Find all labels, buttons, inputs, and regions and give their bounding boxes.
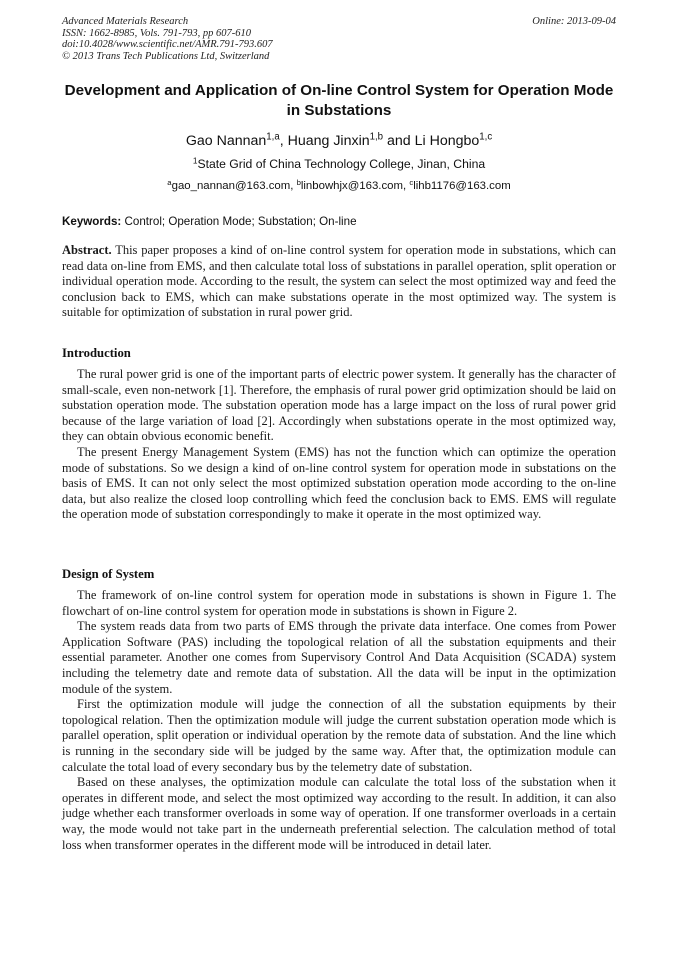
abstract-paragraph: [62, 243, 616, 321]
paragraph: Based on these analyses, the optimization module can calculate the total loss of the substation when it operates in different mode, and select the most optimized way according to the result. In addition, it can also judge whether each transformer overloads in some way of operation. If one transformer overloads in a certain way, the mode would not take part in the underneath preferential selection. The calculation method of total loss when transformer operates in the different mode will be introduced in detail later.: [62, 775, 616, 852]
email-address: linbowhjx@163.com: [300, 180, 403, 192]
author-superscript: 1,a: [266, 131, 280, 143]
paragraph: The present Energy Management System (EMS) has not the function which can optimize the operation mode of substations. So we design a kind of on-line control system for operation mode in substations on the basis of EMS. It can not only select the most optimized substation operation mode according to the on-line data, but also realize the closed loop controlling which feed the conclusion back to EMS. EMS will regulate the operation mode of substation correspondingly to make it operate in the most optimized way.: [62, 444, 616, 522]
author-superscript: 1,b: [369, 131, 384, 143]
copyright-line: © 2013 Trans Tech Publications Ltd, Switzerland: [62, 50, 270, 62]
introduction-body: [62, 367, 616, 523]
abstract: [62, 243, 616, 321]
author-separator: ,: [279, 133, 288, 149]
abstract-label: Abstract.: [62, 243, 112, 257]
affiliation-superscript: 1: [192, 155, 198, 166]
design-body: [62, 588, 616, 853]
affiliation-text: State Grid of China Technology College, Jinan, China: [197, 157, 486, 171]
author-name: Huang Jinxin: [287, 133, 370, 149]
author-separator: and: [383, 133, 415, 149]
keywords: [62, 214, 616, 229]
author-name: Li Hongbo: [414, 133, 480, 149]
design-heading: Design of System: [62, 567, 155, 581]
email-list: [62, 179, 616, 194]
paper-title: Development and Application of On-line Control System for Operation Mode in Substations: [64, 82, 614, 119]
affiliation: [62, 157, 616, 172]
email-separator: ,: [402, 180, 410, 192]
online-date: Online: 2013-09-04: [532, 16, 616, 27]
paragraph: First the optimization module will judge the connection of all the substation equipments by their topological relation. Then the optimization module will judge the current substation operation mode which is parallel operation, split operation or individual operation by the remote data of substation. And the line which is running in the secondary side will be judged by the same way. After that, the optimization module can calculate the total load of every secondary bus by the telemetry date of substation.: [62, 697, 616, 774]
paragraph: The framework of on-line control system for operation mode in substations is shown in Figure 1. The flowchart of on-line control system for operation mode in substations is shown in Figure 2.: [62, 588, 616, 618]
keywords-text: Control; Operation Mode; Substation; On-line: [124, 215, 357, 228]
author-name: Gao Nannan: [185, 133, 267, 149]
email-superscript: c: [409, 177, 414, 187]
email-separator: ,: [290, 180, 297, 192]
doi-line: doi:10.4028/www.scientific.net/AMR.791-793.607: [62, 39, 273, 51]
email-superscript: b: [296, 177, 301, 187]
paragraph: The system reads data from two parts of EMS through the private data interface. One comes from Power Application Software (PAS) including the topological relation of all the substation equipments and their essential parameter. Another one comes from Supervisory Control And Data Acquisition (SCADA) system including the telemetry date and remote data of substation. All the data will be input in the optimization module of the system.: [62, 619, 616, 696]
email-superscript: a: [167, 177, 172, 187]
issn-line: ISSN: 1662-8985, Vols. 791-793, pp 607-610: [62, 27, 251, 39]
introduction-heading: Introduction: [62, 346, 131, 360]
keywords-label: Keywords:: [62, 215, 122, 228]
author-list: [62, 132, 616, 150]
paragraph: The rural power grid is one of the important parts of electric power system. It generally has the character of small-scale, even non-network [1]. Therefore, the emphasis of rural power grid optimization should be laid on substation operation mode. The substation operation mode has a large impact on the loss of rural power grid because of the large variation of load [2]. Accordingly when substations operate in the most optimized way, they can obtain obvious economic benefit.: [62, 367, 616, 444]
email-address: gao_nannan@163.com: [171, 180, 291, 192]
journal-header: [62, 16, 462, 62]
abstract-text: This paper proposes a kind of on-line control system for operation mode in substations, which can read data on-line from EMS, and then calculate total loss of substations in parallel operation, split operation or individual operation mode. According to the result, the system can select the most optimized way and feed the conclusion back to EMS, which can make substations operate in the most optimized way. The system is suitable for optimization of substation in rural power grid.: [62, 243, 616, 320]
email-address: lihb1176@163.com: [413, 180, 511, 192]
journal-name: Advanced Materials Research: [62, 16, 189, 27]
author-superscript: 1,c: [479, 131, 493, 143]
